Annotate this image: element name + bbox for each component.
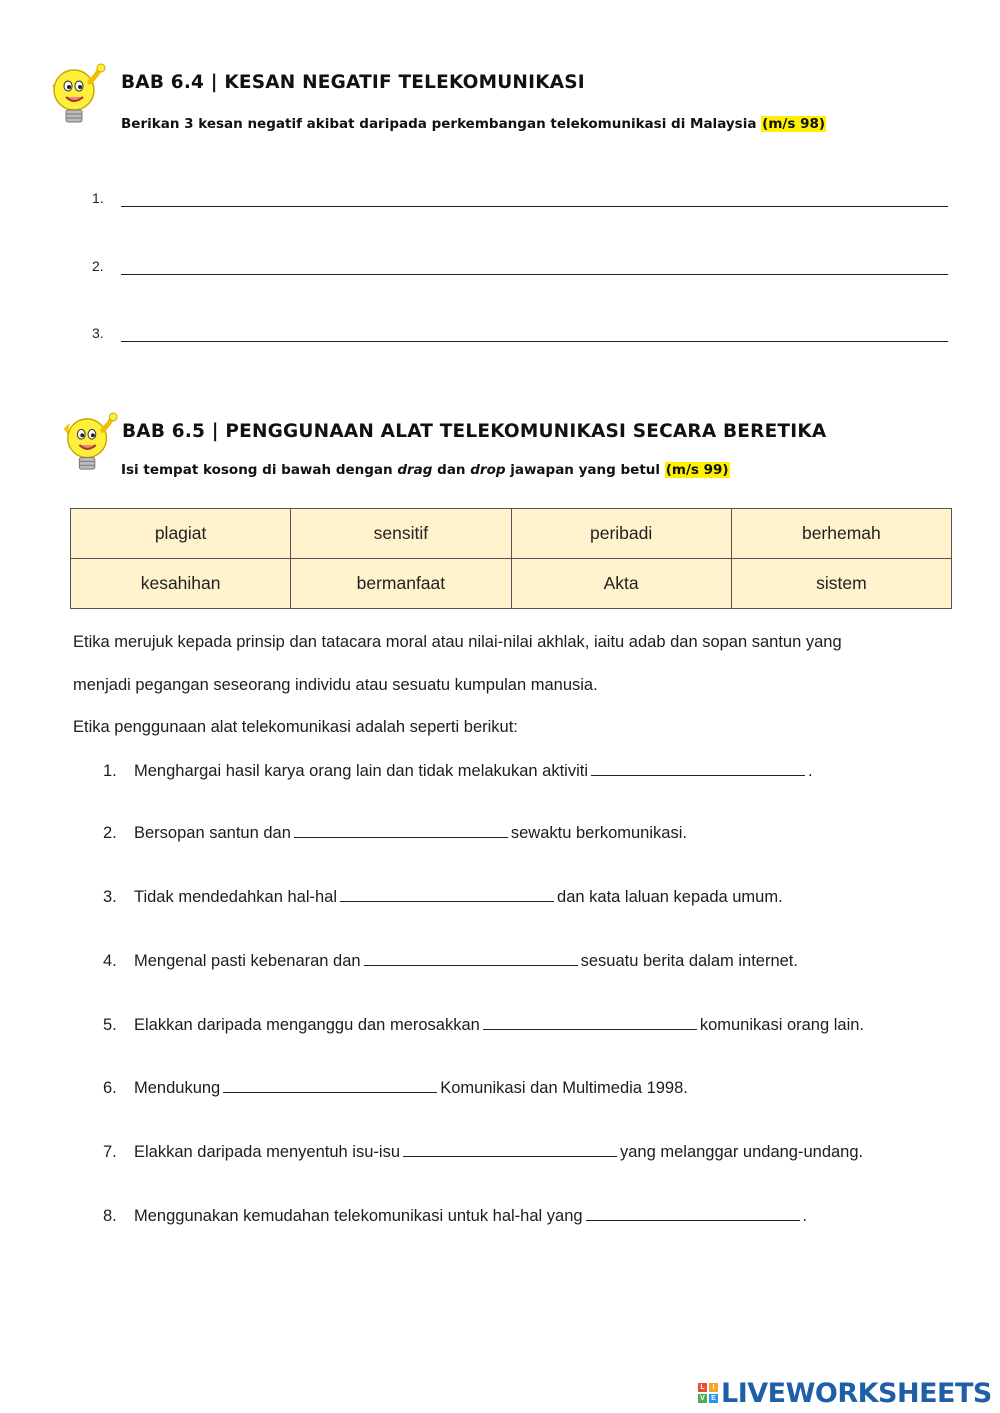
item-number: 1. — [103, 762, 117, 780]
paragraph-line: menjadi pegangan seseorang individu atau sesuatu kumpulan manusia. — [73, 676, 598, 694]
drop-blank[interactable] — [294, 823, 508, 838]
item-number: 5. — [103, 1016, 117, 1034]
word-option[interactable]: Akta — [511, 559, 731, 609]
word-option[interactable]: sistem — [731, 559, 951, 609]
liveworksheets-logo[interactable] — [698, 1377, 992, 1409]
item-text: . — [802, 1207, 808, 1225]
list-item — [103, 951, 798, 971]
item-number: 4. — [103, 952, 117, 970]
item-text: Tidak mendedahkan hal-hal — [134, 888, 338, 906]
drop-blank[interactable] — [223, 1078, 437, 1093]
item-number: 8. — [103, 1207, 117, 1225]
word-option[interactable]: plagiat — [71, 509, 291, 559]
paragraph-line: Etika penggunaan alat telekomunikasi adalah seperti berikut: — [73, 718, 518, 736]
list-item — [103, 1206, 807, 1226]
list-item — [103, 1078, 688, 1098]
list-item — [103, 1142, 863, 1162]
section-instruction — [121, 462, 730, 478]
item-number: 3. — [103, 888, 117, 906]
word-bank-row — [71, 509, 952, 559]
drop-blank[interactable] — [591, 761, 805, 776]
item-text: sesuatu berita dalam internet. — [580, 952, 798, 970]
instruction-text: Berikan 3 kesan negatif akibat daripada perkembangan telekomunikasi di Malaysia — [121, 116, 757, 132]
item-text: Menggunakan kemudahan telekomunikasi untuk hal-hal yang — [134, 1207, 583, 1225]
word-option[interactable]: sensitif — [291, 509, 511, 559]
drop-blank[interactable] — [364, 951, 578, 966]
item-number: 7. — [103, 1143, 117, 1161]
item-number: 2. — [103, 824, 117, 842]
word-option[interactable]: berhemah — [731, 509, 951, 559]
paragraph-line: Etika merujuk kepada prinsip dan tatacara moral atau nilai-nilai akhlak, iaitu adab dan sopan santun yang — [73, 633, 842, 651]
answer-line-1[interactable] — [121, 206, 948, 207]
logo-block: E — [709, 1394, 718, 1403]
answer-number: 3. — [92, 325, 104, 341]
item-text: yang melanggar undang-undang. — [620, 1143, 864, 1161]
drop-blank[interactable] — [483, 1015, 697, 1030]
item-text: sewaktu berkomunikasi. — [510, 824, 687, 842]
answer-number: 2. — [92, 258, 104, 274]
word-bank-row — [71, 559, 952, 609]
instruction-drag: drag — [397, 462, 433, 478]
item-number: 6. — [103, 1079, 117, 1097]
item-text: Elakkan daripada menganggu dan merosakkan — [134, 1016, 480, 1034]
list-item — [103, 761, 813, 781]
logo-block: I — [709, 1383, 718, 1392]
answer-number: 1. — [92, 190, 104, 206]
lightbulb-mascot-icon — [60, 408, 120, 480]
item-text: Elakkan daripada menyentuh isu-isu — [134, 1143, 400, 1161]
logo-mark-icon — [698, 1383, 718, 1403]
section-instruction — [121, 116, 826, 132]
logo-text: LIVEWORKSHEETS — [721, 1377, 992, 1409]
section-heading: BAB 6.5 | PENGGUNAAN ALAT TELEKOMUNIKASI SECARA BERETIKA — [122, 421, 827, 442]
instruction-text: dan — [432, 462, 471, 478]
item-text: dan kata laluan kepada umum. — [557, 888, 783, 906]
page-reference: (m/s 99) — [665, 462, 729, 478]
word-option[interactable]: bermanfaat — [291, 559, 511, 609]
drop-blank[interactable] — [403, 1142, 617, 1157]
item-text: komunikasi orang lain. — [699, 1016, 864, 1034]
logo-block: V — [698, 1394, 707, 1403]
word-option[interactable]: peribadi — [511, 509, 731, 559]
page-reference: (m/s 98) — [762, 116, 826, 132]
drop-blank[interactable] — [340, 887, 554, 902]
section-heading: BAB 6.4 | KESAN NEGATIF TELEKOMUNIKASI — [121, 72, 585, 93]
item-text: . — [808, 762, 813, 780]
item-text: Bersopan santun dan — [134, 824, 291, 842]
logo-block: L — [698, 1383, 707, 1392]
instruction-text: jawapan yang betul — [505, 462, 665, 478]
item-text: Komunikasi dan Multimedia 1998. — [440, 1079, 688, 1097]
instruction-text: Isi tempat kosong di bawah dengan — [121, 462, 398, 478]
list-item — [103, 1015, 864, 1035]
list-item — [103, 887, 783, 907]
item-text: Menghargai hasil karya orang lain dan tidak melakukan aktiviti — [134, 762, 588, 780]
drop-blank[interactable] — [586, 1206, 800, 1221]
word-bank-table — [70, 508, 952, 609]
item-text: Mengenal pasti kebenaran dan — [134, 952, 361, 970]
word-option[interactable]: kesahihan — [71, 559, 291, 609]
answer-line-2[interactable] — [121, 274, 948, 275]
list-item — [103, 823, 687, 843]
item-text: Mendukung — [134, 1079, 221, 1097]
answer-line-3[interactable] — [121, 341, 948, 342]
instruction-drop: drop — [470, 462, 506, 478]
lightbulb-mascot-icon — [46, 60, 108, 132]
